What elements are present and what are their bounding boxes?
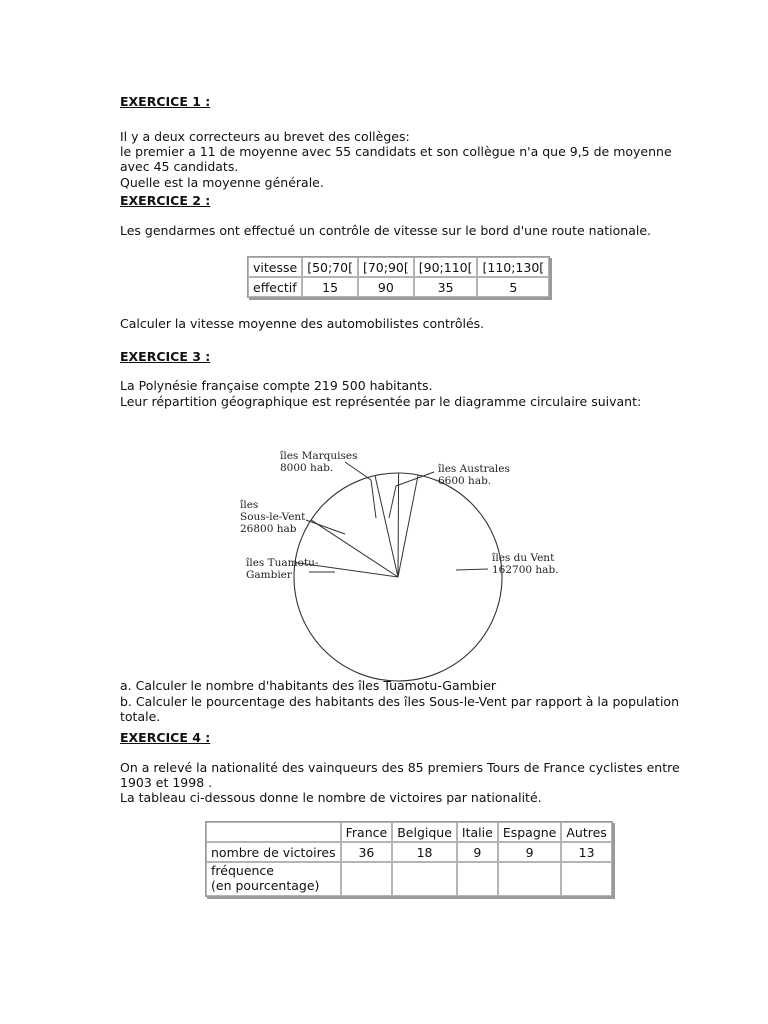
pie-slice-label: îles Tuamotu- bbox=[246, 557, 319, 569]
exercise-4-text-line: La tableau ci-dessous donne le nombre de victoires par nationalité. bbox=[120, 790, 542, 805]
table-cell: nombre de victoires bbox=[206, 842, 341, 862]
pie-slice-label: 26800 hab bbox=[240, 523, 297, 535]
pie-slice-label: îles Australes bbox=[438, 463, 510, 475]
exercise-4-text-line: On a relevé la nationalité des vainqueurs des 85 premiers Tours de France cyclistes entre bbox=[120, 760, 680, 775]
leader-line bbox=[345, 462, 371, 480]
pie-slice-label: Sous-le-Vent bbox=[240, 511, 306, 523]
pie-slice-label: 6600 hab. bbox=[438, 475, 492, 487]
table-cell: 9 bbox=[498, 842, 562, 862]
pie-slice-label: îles du Vent bbox=[492, 552, 555, 564]
leader-line bbox=[389, 486, 396, 518]
table-cell bbox=[561, 862, 611, 896]
frequency-label-line: (en pourcentage) bbox=[211, 878, 320, 893]
exercise-1-heading: EXERCICE 1 : bbox=[120, 94, 211, 109]
table-cell: [70;90[ bbox=[358, 257, 414, 277]
leader-line bbox=[306, 520, 345, 534]
exercise-4-text-line: 1903 et 1998 . bbox=[120, 775, 213, 790]
table-cell: Italie bbox=[457, 822, 498, 842]
pie-slice-label: 162700 hab. bbox=[492, 564, 559, 576]
table-cell: 35 bbox=[414, 277, 478, 297]
table-cell: Autres bbox=[561, 822, 611, 842]
table-cell: 18 bbox=[392, 842, 457, 862]
exercise-3-text-line: Leur répartition géographique est représentée par le diagramme circulaire suivant: bbox=[120, 394, 642, 409]
exercise-2-heading: EXERCICE 2 : bbox=[120, 193, 211, 208]
table-cell bbox=[206, 822, 341, 842]
table-cell: vitesse bbox=[248, 257, 302, 277]
table-cell: effectif bbox=[248, 277, 302, 297]
tdf-table-victories-row bbox=[206, 842, 612, 862]
tour-de-france-table bbox=[205, 821, 613, 897]
table-cell: 36 bbox=[341, 842, 393, 862]
table-cell bbox=[457, 862, 498, 896]
exercise-2-intro: Les gendarmes ont effectué un contrôle de vitesse sur le bord d'une route nationale. bbox=[120, 223, 651, 238]
pie-slice-label: îles Marquises bbox=[280, 450, 358, 462]
table-cell: 90 bbox=[358, 277, 414, 297]
pie-slice-edge bbox=[398, 473, 399, 577]
tdf-table-frequency-row bbox=[206, 862, 612, 896]
exercise-3-text-line: La Polynésie française compte 219 500 habitants. bbox=[120, 378, 433, 393]
exercise-1-text-line: le premier a 11 de moyenne avec 55 candidats et son collègue n'a que 9,5 de moyenne bbox=[120, 144, 672, 159]
table-cell: 13 bbox=[561, 842, 611, 862]
table-cell: 9 bbox=[457, 842, 498, 862]
exercise-4-heading: EXERCICE 4 : bbox=[120, 730, 211, 745]
exercise-3-heading: EXERCICE 3 : bbox=[120, 349, 211, 364]
table-cell: France bbox=[341, 822, 393, 842]
exercise-2-question: Calculer la vitesse moyenne des automobilistes contrôlés. bbox=[120, 316, 485, 331]
tdf-table-header-row bbox=[206, 822, 612, 842]
leader-line bbox=[456, 569, 488, 570]
exercise-3-question-b-cont: totale. bbox=[120, 709, 161, 724]
pie-slice-label: 8000 hab. bbox=[280, 462, 334, 474]
table-cell: 15 bbox=[302, 277, 358, 297]
table-cell: [50;70[ bbox=[302, 257, 358, 277]
pie-slice-edge bbox=[311, 520, 398, 577]
leader-line bbox=[371, 480, 376, 518]
pie-slice-edge bbox=[398, 475, 418, 577]
table-cell: [110;130[ bbox=[477, 257, 549, 277]
table-cell bbox=[498, 862, 562, 896]
exercise-1-text-line: Quelle est la moyenne générale. bbox=[120, 175, 324, 190]
exercise-1-text-line: avec 45 candidats. bbox=[120, 159, 239, 174]
table-cell: [90;110[ bbox=[414, 257, 478, 277]
exercise-3-question-b: b. Calculer le pourcentage des habitants des îles Sous-le-Vent par rapport à la population bbox=[120, 694, 679, 709]
table-cell bbox=[392, 862, 457, 896]
exercise-3-question-a: a. Calculer le nombre d'habitants des îles Tuamotu-Gambier bbox=[120, 678, 497, 693]
table-cell: Espagne bbox=[498, 822, 562, 842]
table-cell: Belgique bbox=[392, 822, 457, 842]
table-cell: 5 bbox=[477, 277, 549, 297]
frequency-label-line: fréquence bbox=[211, 863, 274, 878]
table-cell bbox=[206, 862, 341, 896]
table-cell bbox=[341, 862, 393, 896]
pie-slice-label: îles bbox=[240, 499, 259, 511]
pie-slice-label: Gambier bbox=[246, 569, 292, 581]
exercise-1-text-line: Il y a deux correcteurs au brevet des collèges: bbox=[120, 129, 410, 144]
